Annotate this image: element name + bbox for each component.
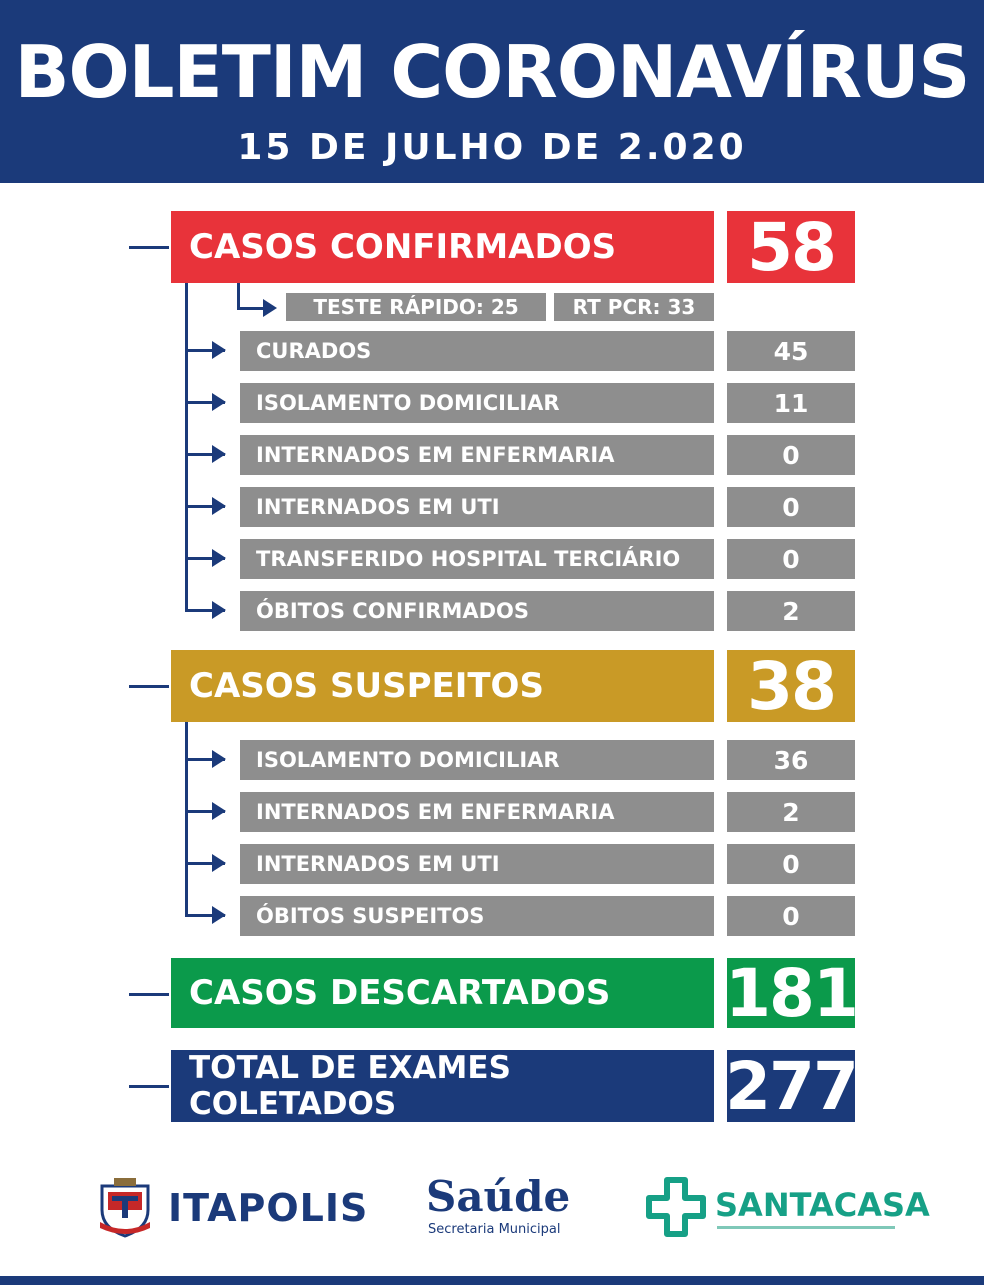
- confirmed-row-home-isolation: [240, 383, 714, 423]
- itapolis-logo: [92, 1172, 369, 1242]
- santacasa-logo: [643, 1172, 930, 1242]
- sub-tree-line: [237, 283, 240, 310]
- bulletin-date: 15 DE JULHO DE 2.020: [237, 127, 747, 168]
- suspected-cases-count: 38: [727, 650, 855, 722]
- suspected-row-deaths: [240, 896, 714, 936]
- confirmed-cases-label: CASOS CONFIRMADOS: [189, 227, 617, 267]
- arrow-icon: [212, 549, 226, 567]
- confirmed-tree-line: [185, 283, 188, 611]
- connector-line: [129, 993, 169, 996]
- confirmed-row-deaths: [240, 591, 714, 631]
- suspected-cases-label: CASOS SUSPEITOS: [189, 666, 544, 706]
- arrow-icon: [212, 601, 226, 619]
- arrow-icon: [263, 299, 277, 317]
- suspected-row-home-isolation: [240, 740, 714, 780]
- row-label: INTERNADOS EM UTI: [256, 495, 500, 519]
- arrow-icon: [212, 445, 226, 463]
- confirmed-cases-count: 58: [727, 211, 855, 283]
- discarded-cases-label: CASOS DESCARTADOS: [189, 973, 611, 1013]
- arrow-icon: [212, 393, 226, 411]
- confirmed-row-transferred-value: 0: [727, 539, 855, 579]
- suspected-cases-bar: [171, 650, 714, 722]
- confirmed-row-deaths-value: 2: [727, 591, 855, 631]
- total-exams-count: 277: [725, 1047, 857, 1125]
- confirmed-row-ward: [240, 435, 714, 475]
- row-label: INTERNADOS EM ENFERMARIA: [256, 800, 615, 824]
- confirmed-row-icu-value: 0: [727, 487, 855, 527]
- row-label: TRANSFERIDO HOSPITAL TERCIÁRIO: [256, 547, 681, 571]
- total-exams-label: TOTAL DE EXAMES COLETADOS: [189, 1050, 511, 1122]
- connector-line: [129, 1085, 169, 1088]
- confirmed-row-ward-value: 0: [727, 435, 855, 475]
- confirmed-row-cured-value: 45: [727, 331, 855, 371]
- arrow-icon: [212, 854, 226, 872]
- suspected-row-deaths-value: 0: [727, 896, 855, 936]
- page-title: BOLETIM CORONAVÍRUS: [14, 30, 970, 114]
- saude-logo-subtitle: Secretaria Municipal: [428, 1222, 561, 1237]
- santacasa-logo-text: SANTACASA: [715, 1186, 930, 1224]
- suspected-row-icu-value: 0: [727, 844, 855, 884]
- total-exams-bar: [171, 1050, 714, 1122]
- suspected-row-home-isolation-value: 36: [727, 740, 855, 780]
- sub-tree-line: [237, 307, 265, 310]
- arrow-icon: [212, 750, 226, 768]
- row-label: ISOLAMENTO DOMICILIAR: [256, 391, 560, 415]
- discarded-cases-count: 181: [725, 954, 857, 1032]
- suspected-row-icu: [240, 844, 714, 884]
- arrow-icon: [212, 341, 226, 359]
- suspected-row-ward: [240, 792, 714, 832]
- confirmed-row-cured: [240, 331, 714, 371]
- row-label: INTERNADOS EM UTI: [256, 852, 500, 876]
- suspected-tree-line: [185, 722, 188, 916]
- discarded-cases-bar: [171, 958, 714, 1028]
- santacasa-tagline-line: [717, 1226, 895, 1229]
- saude-logo: [426, 1172, 576, 1242]
- arrow-icon: [212, 497, 226, 515]
- cross-icon: [643, 1174, 709, 1240]
- confirmed-row-icu: [240, 487, 714, 527]
- coat-of-arms-icon: [92, 1174, 158, 1240]
- row-label: ISOLAMENTO DOMICILIAR: [256, 748, 560, 772]
- row-label: CURADOS: [256, 339, 372, 363]
- row-label: INTERNADOS EM ENFERMARIA: [256, 443, 615, 467]
- connector-line: [129, 685, 169, 688]
- confirmed-row-transferred: [240, 539, 714, 579]
- confirmed-row-home-isolation-value: 11: [727, 383, 855, 423]
- arrow-icon: [212, 906, 226, 924]
- saude-logo-text: Saúde: [426, 1172, 571, 1221]
- itapolis-logo-text: ITAPOLIS: [168, 1186, 369, 1230]
- suspected-row-ward-value: 2: [727, 792, 855, 832]
- confirmed-cases-bar: [171, 211, 714, 283]
- rt-pcr-badge: RT PCR: 33: [554, 293, 714, 321]
- rapid-test-badge: TESTE RÁPIDO: 25: [286, 293, 546, 321]
- arrow-icon: [212, 802, 226, 820]
- row-label: ÓBITOS CONFIRMADOS: [256, 599, 530, 623]
- row-label: ÓBITOS SUSPEITOS: [256, 904, 485, 928]
- header-banner: [0, 0, 984, 183]
- connector-line: [129, 246, 169, 249]
- footer-bar: [0, 1276, 984, 1285]
